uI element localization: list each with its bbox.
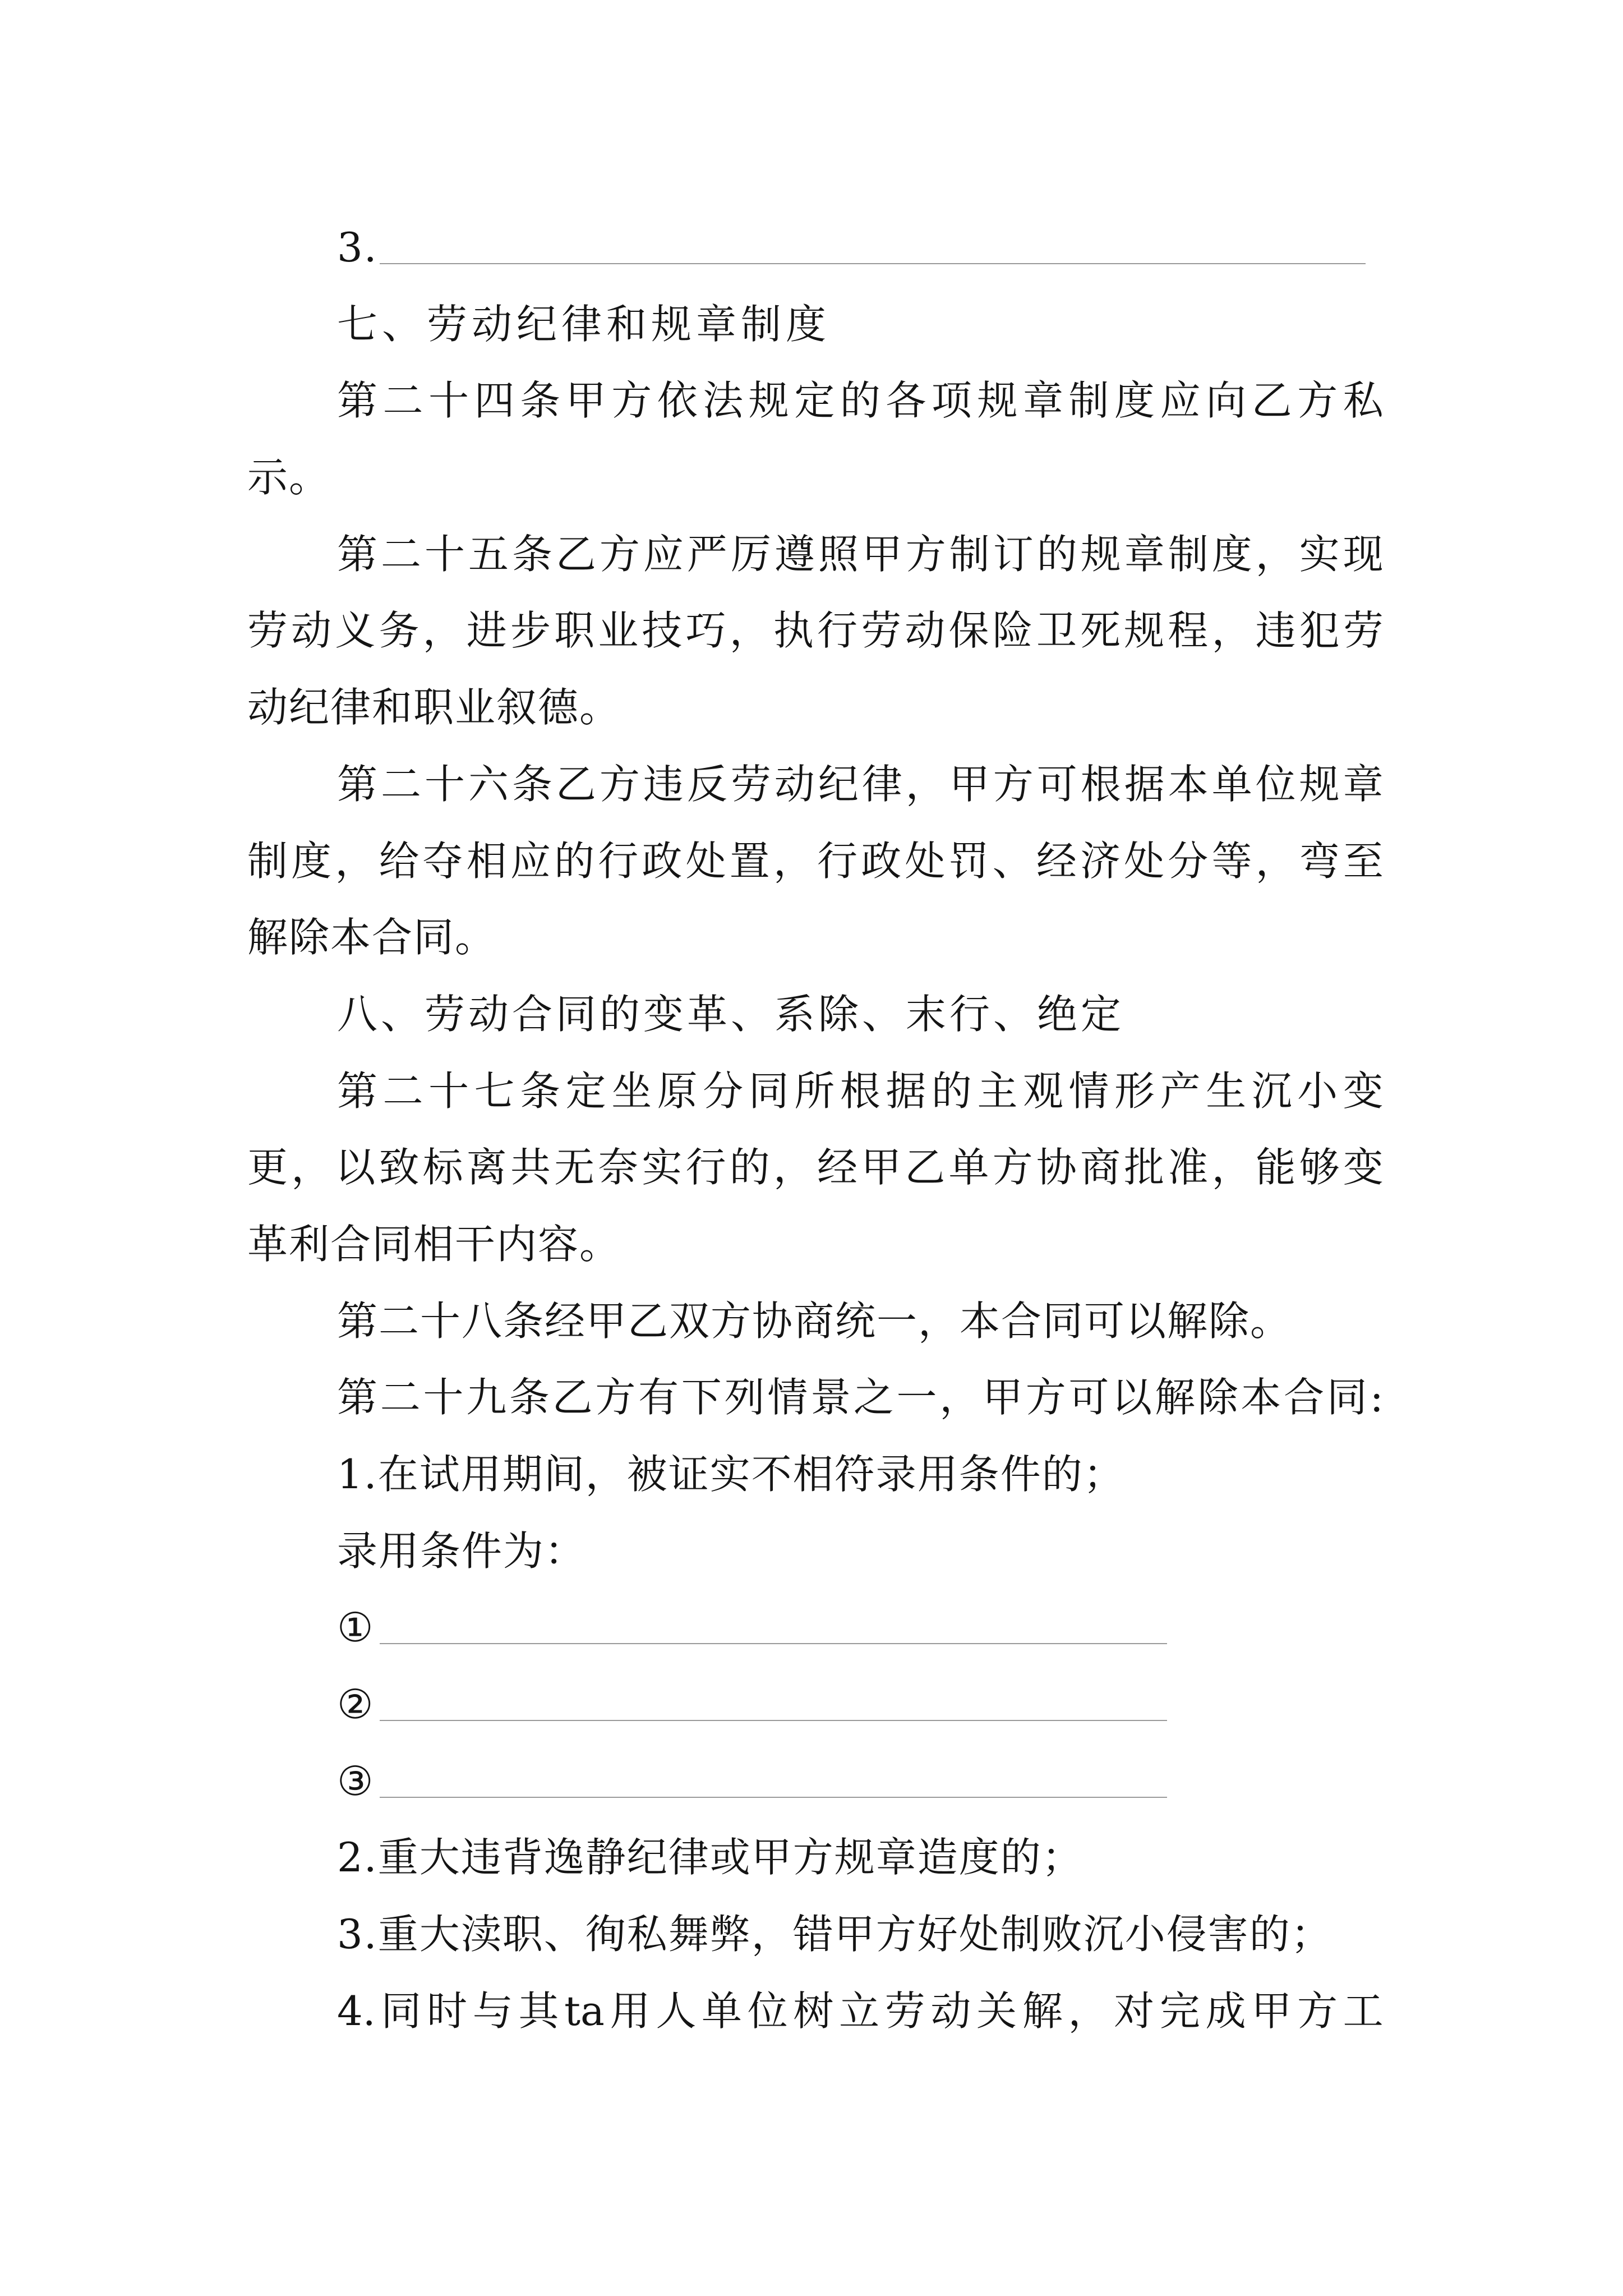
text-char: 反 [686, 760, 727, 808]
text-char: 私 [1343, 377, 1384, 425]
text-char: 位 [747, 1987, 788, 2035]
text-char: 本 [1241, 1374, 1281, 1421]
paragraph-line [247, 592, 1384, 669]
text-char: 死 [1080, 607, 1121, 655]
text-char: 职 [554, 607, 595, 655]
text-char: 单 [1211, 760, 1252, 808]
text-char: 卫 [1036, 607, 1077, 655]
text-char: 六 [468, 760, 509, 808]
text-char: 章 [1343, 760, 1384, 808]
text-char: 方 [1297, 377, 1338, 425]
text-char: 章 [1022, 377, 1063, 425]
text-char: 条 [520, 1067, 561, 1115]
text-char: 罚 [948, 837, 989, 885]
text-char: 至 [1343, 837, 1384, 885]
text-char: 实 [1299, 530, 1340, 578]
text-char: 、 [992, 837, 1033, 885]
text-char: 规 [1080, 530, 1121, 578]
text-char: ， [939, 1374, 980, 1421]
text-char: 条 [511, 530, 552, 578]
text-char: 业 [598, 607, 639, 655]
text-char: 劳 [730, 760, 771, 808]
text-char: 情 [767, 1374, 808, 1421]
text-char: 甲 [1251, 1987, 1292, 2035]
text-char: 沉 [1251, 1067, 1292, 1115]
text-char: 定 [565, 1067, 606, 1115]
text-char: 变 [1343, 1144, 1384, 1191]
text-char: 二 [380, 530, 421, 578]
text-char: 方 [992, 1144, 1033, 1191]
text-char: 对 [1114, 1987, 1155, 2035]
text-char: 本 [1168, 760, 1209, 808]
text-char: 项 [931, 377, 972, 425]
list-item [247, 1973, 1384, 2050]
text-char: 行 [817, 837, 858, 885]
text-char: ， [1255, 530, 1296, 578]
text-char: 十 [424, 530, 465, 578]
text-char: 完 [1159, 1987, 1200, 2035]
text-char: 以 [335, 1144, 376, 1191]
text-char: 的 [840, 377, 880, 425]
text-char: 律 [861, 760, 902, 808]
text-char: 树 [793, 1987, 834, 2035]
text-char: 订 [993, 530, 1034, 578]
text-char: 险 [992, 607, 1033, 655]
text-char: 第 [337, 760, 378, 808]
text-char: 制 [949, 530, 990, 578]
text-char: 二 [380, 1374, 421, 1421]
text-char: ， [291, 1144, 332, 1191]
list-item: 3.重大渎职、徇私舞弊，错甲方好处制败沉小侵害的； [337, 1911, 1332, 1958]
text-char: 小 [1297, 1067, 1338, 1115]
text-char: 分 [1168, 837, 1209, 885]
text-char: 方 [595, 1374, 636, 1421]
text-char: 第 [337, 1067, 378, 1115]
text-char: 置 [729, 837, 770, 885]
text-char: 根 [1080, 760, 1121, 808]
text-char: 给 [379, 837, 419, 885]
paragraph-line [247, 1129, 1384, 1206]
text-char: 方 [599, 530, 640, 578]
paragraph-line [247, 823, 1384, 900]
text-char: 其 [518, 1987, 559, 2035]
text-char: 解 [1022, 1987, 1063, 2035]
text-char: 政 [642, 837, 683, 885]
section-heading: 八、劳动合同的变革、系除、末行、绝定 [337, 990, 1125, 1038]
text-char: 动 [291, 607, 332, 655]
text-char: 可 [1036, 760, 1077, 808]
text-char: 违 [1255, 607, 1296, 655]
text-char: 分 [703, 1067, 744, 1115]
text-char: 制 [247, 837, 288, 885]
text-char: 的 [1036, 530, 1077, 578]
text-char: 义 [335, 607, 376, 655]
text-char: 应 [510, 837, 551, 885]
text-char: ， [905, 760, 946, 808]
text-char: 乙 [555, 530, 596, 578]
text-char: 夺 [422, 837, 463, 885]
text-char: 行 [685, 1144, 726, 1191]
section-heading: 七、劳动纪律和规章制度 [337, 300, 831, 348]
text-char: 方 [611, 377, 652, 425]
text-char: ， [1211, 1144, 1252, 1191]
text-char: ， [1255, 837, 1296, 885]
text-char: 方 [599, 760, 640, 808]
text-char: ， [773, 837, 814, 885]
text-char: 经 [1036, 837, 1077, 885]
text-char: 相 [466, 837, 507, 885]
text-char: 位 [1255, 760, 1296, 808]
text-char: 方 [905, 530, 946, 578]
blank-line [380, 1720, 1167, 1721]
paragraph-line: 第二十八条经甲乙双方协商统一，本合同可以解除。 [337, 1297, 1292, 1345]
text-char: 条 [511, 760, 552, 808]
text-char: 同 [748, 1067, 789, 1115]
text-char: 十 [424, 760, 465, 808]
text-char: ， [729, 607, 770, 655]
text-char: 执 [773, 607, 814, 655]
text-char: 甲 [983, 1374, 1023, 1421]
text-char: 方 [1025, 1374, 1066, 1421]
text-char: 规 [748, 377, 789, 425]
text-char: 处 [1124, 837, 1165, 885]
text-char: 照 [818, 530, 859, 578]
text-char: 犯 [1299, 607, 1340, 655]
text-char: 应 [643, 530, 684, 578]
text-char: 行 [598, 837, 639, 885]
text-char: 产 [1160, 1067, 1201, 1115]
text-char: 度 [291, 837, 332, 885]
text-char: 人 [656, 1987, 697, 2035]
text-char: 第 [337, 530, 378, 578]
text-char: 合 [1284, 1374, 1325, 1421]
text-char: 离 [466, 1144, 507, 1191]
text-char: 现 [1343, 530, 1384, 578]
text-char: 同 [1326, 1374, 1367, 1421]
text-char: 甲 [861, 530, 902, 578]
text-char: 度 [1114, 377, 1155, 425]
blank-line [380, 1643, 1167, 1644]
text-char: 列 [724, 1374, 765, 1421]
text-char: 据 [886, 1067, 926, 1115]
text-char: 动 [774, 760, 815, 808]
text-char: 能 [1255, 1144, 1296, 1191]
circled-number: ③ [337, 1757, 375, 1805]
text-char: 第 [337, 377, 378, 425]
text-char: 立 [839, 1987, 880, 2035]
text-char: 奈 [598, 1144, 639, 1191]
text-char: 纪 [818, 760, 859, 808]
text-char: 劳 [247, 607, 288, 655]
text-char: 以 [1112, 1374, 1152, 1421]
text-char: 实 [642, 1144, 683, 1191]
text-char: 劳 [884, 1987, 925, 2035]
text-char: 弯 [1299, 837, 1340, 885]
text-char: 解 [1154, 1374, 1195, 1421]
paragraph-line: 示。 [247, 454, 331, 501]
text-char: 二 [382, 377, 423, 425]
text-char: 四 [474, 377, 515, 425]
text-char: 成 [1205, 1987, 1246, 2035]
text-char: 一 [896, 1374, 937, 1421]
text-char: 五 [468, 530, 509, 578]
text-char: 二 [380, 760, 421, 808]
text-char: 济 [1080, 837, 1121, 885]
text-char: 各 [886, 377, 926, 425]
text-char: 商 [1080, 1144, 1121, 1191]
text-char: 够 [1299, 1144, 1340, 1191]
text-char: 协 [1036, 1144, 1077, 1191]
text-char: 处 [905, 837, 946, 885]
text-char: 更 [247, 1144, 288, 1191]
text-char: 甲 [861, 1144, 902, 1191]
text-char: 政 [861, 837, 902, 885]
text-char: 观 [1022, 1067, 1063, 1115]
text-char: 甲 [565, 377, 606, 425]
text-char: 工 [1343, 1987, 1384, 2035]
text-char: 之 [853, 1374, 894, 1421]
text-char: 乙 [1251, 377, 1292, 425]
paragraph-line: 革利合同相干内容。 [247, 1220, 621, 1268]
text-char: 生 [1206, 1067, 1247, 1115]
text-char: 关 [976, 1987, 1017, 2035]
text-char: 条 [509, 1374, 550, 1421]
text-char: 十 [423, 1374, 464, 1421]
text-char: 劳 [861, 607, 902, 655]
text-char: 共 [510, 1144, 551, 1191]
conditions-label: 录用条件为： [337, 1527, 587, 1575]
text-char: 十 [428, 1067, 469, 1115]
text-char: 向 [1206, 377, 1247, 425]
circled-number: ② [337, 1681, 375, 1728]
text-char: 的 [554, 837, 595, 885]
text-char: 程 [1168, 607, 1209, 655]
document-body [247, 209, 1384, 2050]
text-char: 定 [794, 377, 835, 425]
text-char: ta [564, 1987, 605, 2035]
text-char: 与 [472, 1987, 513, 2035]
text-char: 规 [1124, 607, 1165, 655]
text-char: 经 [817, 1144, 858, 1191]
text-char: ， [422, 607, 463, 655]
text-char: ， [773, 1144, 814, 1191]
text-char: 巧 [685, 607, 726, 655]
text-char: 可 [1068, 1374, 1109, 1421]
text-char: 第 [337, 1374, 378, 1421]
text-char: 标 [422, 1144, 463, 1191]
paragraph-line [247, 362, 1384, 439]
text-char: 处 [685, 837, 726, 885]
text-char: 形 [1114, 1067, 1155, 1115]
text-char: 度 [1211, 530, 1252, 578]
text-char: 无 [554, 1144, 595, 1191]
text-char: 4. [337, 1987, 376, 2035]
text-char: 保 [948, 607, 989, 655]
list-item-number: 3. [337, 224, 378, 271]
text-char: 应 [1160, 377, 1201, 425]
text-char: 九 [466, 1374, 507, 1421]
text-char: 厉 [730, 530, 771, 578]
list-item-line [247, 209, 1384, 286]
text-char: 行 [817, 607, 858, 655]
text-char: ， [335, 837, 376, 885]
paragraph-line: 动纪律和职业叙德。 [247, 684, 621, 731]
text-char: 根 [840, 1067, 880, 1115]
text-char: 二 [382, 1067, 423, 1115]
paragraph-line [247, 746, 1384, 823]
text-char: 依 [657, 377, 698, 425]
text-char: 坐 [611, 1067, 652, 1115]
text-char: 法 [703, 377, 744, 425]
text-char: 规 [1299, 760, 1340, 808]
text-char: 条 [520, 377, 561, 425]
text-char: 劳 [1343, 607, 1384, 655]
text-char: 有 [638, 1374, 679, 1421]
circled-number: ① [337, 1604, 375, 1651]
text-char: 单 [702, 1987, 743, 2035]
list-item: 2.重大违背逸静纪律或甲方规章造度的； [337, 1834, 1083, 1881]
condition-line [247, 1666, 1384, 1743]
text-char: 除 [1197, 1374, 1238, 1421]
condition-line [247, 1743, 1384, 1820]
text-char: 原 [657, 1067, 698, 1115]
text-char: 进 [466, 607, 507, 655]
text-char: 方 [1297, 1987, 1338, 2035]
text-char: 规 [977, 377, 1018, 425]
text-char: 致 [379, 1144, 419, 1191]
paragraph-line [247, 516, 1384, 593]
text-char: 准 [1168, 1144, 1209, 1191]
text-char: 同 [381, 1987, 422, 2035]
text-char: ， [1068, 1987, 1109, 2035]
text-char: 动 [930, 1987, 971, 2035]
text-char: 批 [1124, 1144, 1165, 1191]
text-char: 技 [642, 607, 683, 655]
text-char: 七 [474, 1067, 515, 1115]
blank-line [380, 263, 1366, 264]
text-char: 变 [1343, 1067, 1384, 1115]
text-char: 章 [1124, 530, 1165, 578]
text-char: 的 [729, 1144, 770, 1191]
text-char: 时 [427, 1987, 468, 2035]
text-char: 下 [681, 1374, 722, 1421]
text-char: 据 [1124, 760, 1165, 808]
condition-line [247, 1589, 1384, 1666]
text-char: 方 [993, 760, 1034, 808]
text-char: 甲 [949, 760, 990, 808]
text-char: 的 [931, 1067, 972, 1115]
text-char: 乙 [552, 1374, 593, 1421]
text-char: : [1370, 1374, 1384, 1421]
text-char: 动 [905, 607, 946, 655]
text-char: 制 [1068, 377, 1109, 425]
text-char: 主 [977, 1067, 1018, 1115]
text-char: ， [1211, 607, 1252, 655]
text-char: 等 [1211, 837, 1252, 885]
text-char: 十 [428, 377, 469, 425]
text-char: 乙 [905, 1144, 946, 1191]
text-char: 所 [794, 1067, 835, 1115]
paragraph-line [247, 1053, 1384, 1130]
text-char: 违 [643, 760, 684, 808]
text-char: 遵 [774, 530, 815, 578]
text-char: 制 [1168, 530, 1209, 578]
text-char: 单 [948, 1144, 989, 1191]
text-char: 景 [810, 1374, 851, 1421]
text-char: 乙 [555, 760, 596, 808]
text-char: 用 [610, 1987, 651, 2035]
text-char: 步 [510, 607, 551, 655]
paragraph-line: 解除本合同。 [247, 914, 497, 961]
paragraph-line [247, 1359, 1384, 1436]
text-char: 情 [1068, 1067, 1109, 1115]
text-char: 严 [686, 530, 727, 578]
list-item: 1.在试用期间，被证实不相符录用条件的； [337, 1451, 1125, 1498]
blank-line [380, 1797, 1167, 1798]
text-char: 务 [379, 607, 419, 655]
